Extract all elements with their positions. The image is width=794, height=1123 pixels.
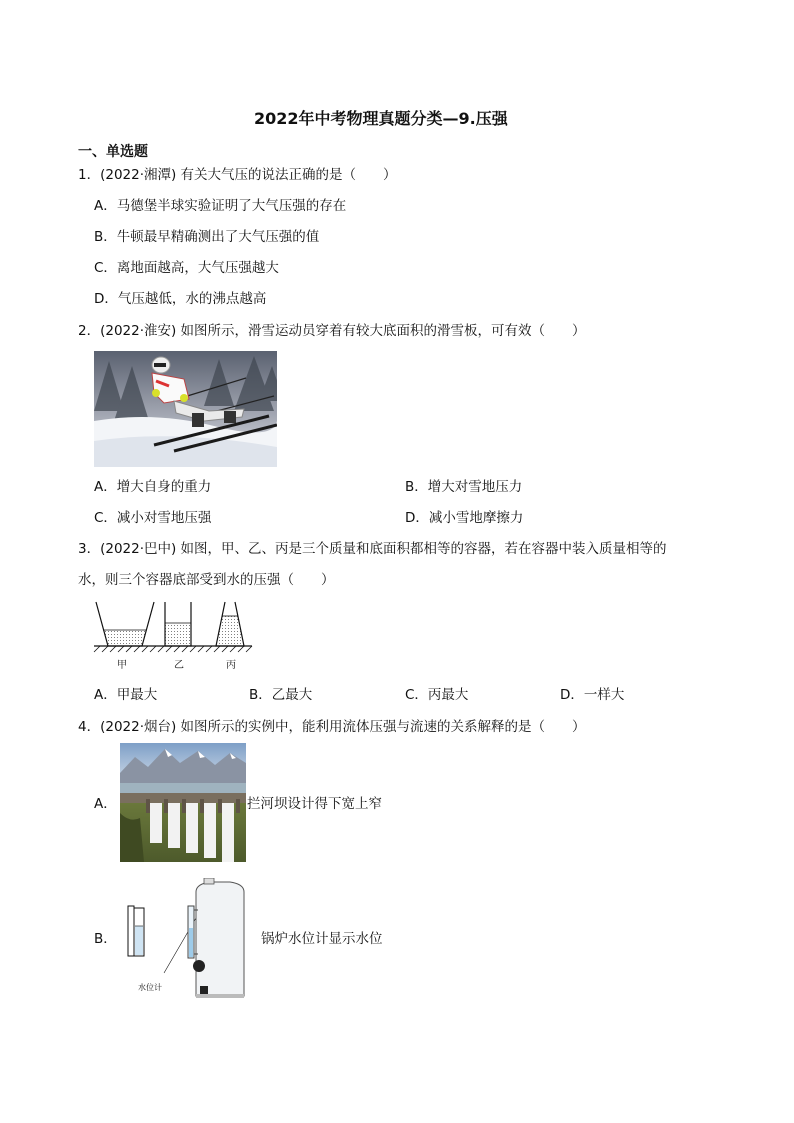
- q4-option-b-caption: 锅炉水位计显示水位: [261, 931, 383, 947]
- q1-option-c: C．离地面越高，大气压强越大: [94, 260, 279, 276]
- q1-option-b: B．牛顿最早精确测出了大气压强的值: [94, 229, 320, 245]
- q3-option-c: C．丙最大: [405, 687, 469, 703]
- skier-photo: [94, 351, 277, 467]
- q3-stem-line2: 水，则三个容器底部受到水的压强（ ）: [78, 572, 335, 588]
- q3-option-a: A．甲最大: [94, 687, 158, 703]
- q4-stem: 4．(2022·烟台) 如图所示的实例中，能利用流体压强与流速的关系解释的是（ ）: [78, 719, 586, 735]
- q2-option-b: B．增大对雪地压力: [405, 479, 523, 495]
- label-yi: 乙: [174, 660, 184, 671]
- q1-option-d: D．气压越低，水的沸点越高: [94, 291, 267, 307]
- q2-stem: 2．(2022·淮安) 如图所示，滑雪运动员穿着有较大底面积的滑雪板，可有效（ ）: [78, 323, 586, 339]
- q2-option-d: D．减小雪地摩擦力: [405, 510, 524, 526]
- q3-option-b: B．乙最大: [249, 687, 313, 703]
- label-bing: 丙: [226, 660, 236, 671]
- dam-photo: [120, 743, 246, 862]
- q4-option-b-letter: B．: [94, 931, 117, 947]
- q4-option-a-letter: A．: [94, 796, 117, 812]
- q1-option-a: A．马德堡半球实验证明了大气压强的存在: [94, 198, 347, 214]
- containers-diagram: [92, 600, 262, 674]
- q3-option-d: D．一样大: [560, 687, 625, 703]
- q4-option-a-caption: 拦河坝设计得下宽上窄: [247, 796, 382, 812]
- q1-stem: 1．(2022·湘潭) 有关大气压的说法正确的是（ ）: [78, 167, 397, 183]
- label-jia: 甲: [117, 660, 127, 671]
- q2-option-c: C．减小对雪地压强: [94, 510, 212, 526]
- q2-option-a: A．增大自身的重力: [94, 479, 212, 495]
- boiler-diagram: [124, 878, 250, 1004]
- q3-stem-line1: 3．(2022·巴中) 如图，甲、乙、丙是三个质量和底面积都相等的容器，若在容器中装入质量相等的: [78, 541, 667, 557]
- section-heading: 一、单选题: [78, 144, 148, 160]
- gauge-label: 水位计: [138, 983, 162, 992]
- page-title: 2022年中考物理真题分类—9.压强: [254, 109, 508, 128]
